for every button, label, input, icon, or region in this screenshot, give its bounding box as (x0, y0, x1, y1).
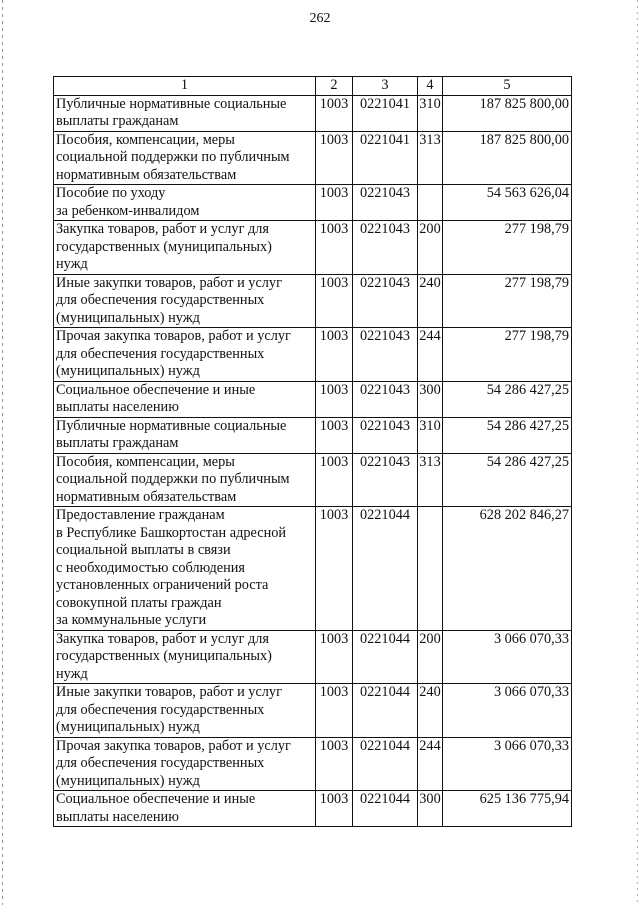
table-row (54, 221, 572, 275)
table-row (54, 185, 572, 221)
table-row (54, 95, 572, 131)
table-header-row (54, 77, 572, 96)
row-amount-cell: 187 825 800,00 (443, 131, 572, 185)
row-amount-cell: 54 286 427,25 (443, 381, 572, 417)
table-row (54, 630, 572, 684)
row-section-cell: 1003 (316, 221, 353, 275)
row-article-cell: 0221043 (353, 417, 418, 453)
row-article-cell: 0221041 (353, 131, 418, 185)
row-amount-cell: 3 066 070,33 (443, 737, 572, 791)
header-cell: 5 (443, 77, 572, 96)
row-amount-cell: 277 198,79 (443, 274, 572, 328)
row-amount-cell: 277 198,79 (443, 328, 572, 382)
table-row (54, 684, 572, 738)
header-cell: 4 (418, 77, 443, 96)
budget-table (53, 76, 572, 827)
row-amount-cell: 54 563 626,04 (443, 185, 572, 221)
table-row (54, 507, 572, 631)
row-name-cell: Предоставление гражданам в Республике Башкортостан адресной социальной выплаты в связи с необходимостью соблюдения установленных ограничений роста совокупной платы граждан за коммунальные услуги (54, 507, 316, 631)
row-name-cell: Пособия, компенсации, меры социальной поддержки по публичным нормативным обязательствам (54, 453, 316, 507)
row-amount-cell: 54 286 427,25 (443, 417, 572, 453)
row-article-cell: 0221044 (353, 791, 418, 827)
row-article-cell: 0221043 (353, 274, 418, 328)
row-name-cell: Социальное обеспечение и иные выплаты населению (54, 381, 316, 417)
row-section-cell: 1003 (316, 737, 353, 791)
row-name-cell: Закупка товаров, работ и услуг для государственных (муниципальных) нужд (54, 221, 316, 275)
row-section-cell: 1003 (316, 95, 353, 131)
table-row (54, 417, 572, 453)
row-section-cell: 1003 (316, 417, 353, 453)
row-type-cell: 300 (418, 791, 443, 827)
row-section-cell: 1003 (316, 507, 353, 631)
row-name-cell: Пособие по уходу за ребенком-инвалидом (54, 185, 316, 221)
row-name-cell: Пособия, компенсации, меры социальной поддержки по публичным нормативным обязательствам (54, 131, 316, 185)
table-row (54, 453, 572, 507)
row-name-cell: Публичные нормативные социальные выплаты гражданам (54, 95, 316, 131)
table-row (54, 381, 572, 417)
table-row (54, 131, 572, 185)
row-article-cell: 0221043 (353, 185, 418, 221)
row-article-cell: 0221044 (353, 684, 418, 738)
row-section-cell: 1003 (316, 630, 353, 684)
row-type-cell: 244 (418, 328, 443, 382)
row-section-cell: 1003 (316, 453, 353, 507)
row-name-cell: Прочая закупка товаров, работ и услуг для обеспечения государственных (муниципальных) нужд (54, 737, 316, 791)
row-section-cell: 1003 (316, 791, 353, 827)
row-article-cell: 0221043 (353, 221, 418, 275)
row-amount-cell: 187 825 800,00 (443, 95, 572, 131)
row-amount-cell: 625 136 775,94 (443, 791, 572, 827)
header-cell: 3 (353, 77, 418, 96)
row-name-cell: Закупка товаров, работ и услуг для государственных (муниципальных) нужд (54, 630, 316, 684)
row-article-cell: 0221044 (353, 507, 418, 631)
header-cell: 1 (54, 77, 316, 96)
row-section-cell: 1003 (316, 131, 353, 185)
row-article-cell: 0221043 (353, 328, 418, 382)
row-type-cell: 240 (418, 274, 443, 328)
row-name-cell: Социальное обеспечение и иные выплаты населению (54, 791, 316, 827)
table-row (54, 328, 572, 382)
row-type-cell: 313 (418, 453, 443, 507)
row-amount-cell: 54 286 427,25 (443, 453, 572, 507)
row-name-cell: Публичные нормативные социальные выплаты гражданам (54, 417, 316, 453)
row-type-cell: 240 (418, 684, 443, 738)
row-type-cell (418, 507, 443, 631)
row-type-cell: 310 (418, 95, 443, 131)
header-cell: 2 (316, 77, 353, 96)
table-row (54, 737, 572, 791)
row-section-cell: 1003 (316, 684, 353, 738)
row-article-cell: 0221041 (353, 95, 418, 131)
row-amount-cell: 3 066 070,33 (443, 630, 572, 684)
row-amount-cell: 628 202 846,27 (443, 507, 572, 631)
row-section-cell: 1003 (316, 274, 353, 328)
row-section-cell: 1003 (316, 328, 353, 382)
scan-edge-left (2, 0, 3, 905)
row-article-cell: 0221043 (353, 381, 418, 417)
row-article-cell: 0221044 (353, 630, 418, 684)
page-number: 262 (309, 11, 331, 26)
row-name-cell: Иные закупки товаров, работ и услуг для обеспечения государственных (муниципальных) нужд (54, 684, 316, 738)
row-name-cell: Прочая закупка товаров, работ и услуг для обеспечения государственных (муниципальных) нужд (54, 328, 316, 382)
table-row (54, 274, 572, 328)
row-type-cell (418, 185, 443, 221)
row-section-cell: 1003 (316, 185, 353, 221)
row-section-cell: 1003 (316, 381, 353, 417)
row-article-cell: 0221043 (353, 453, 418, 507)
row-article-cell: 0221044 (353, 737, 418, 791)
row-amount-cell: 3 066 070,33 (443, 684, 572, 738)
row-amount-cell: 277 198,79 (443, 221, 572, 275)
row-name-cell: Иные закупки товаров, работ и услуг для обеспечения государственных (муниципальных) нужд (54, 274, 316, 328)
row-type-cell: 244 (418, 737, 443, 791)
row-type-cell: 200 (418, 630, 443, 684)
row-type-cell: 300 (418, 381, 443, 417)
row-type-cell: 200 (418, 221, 443, 275)
row-type-cell: 313 (418, 131, 443, 185)
row-type-cell: 310 (418, 417, 443, 453)
scan-edge-right (637, 0, 638, 905)
table-row (54, 791, 572, 827)
